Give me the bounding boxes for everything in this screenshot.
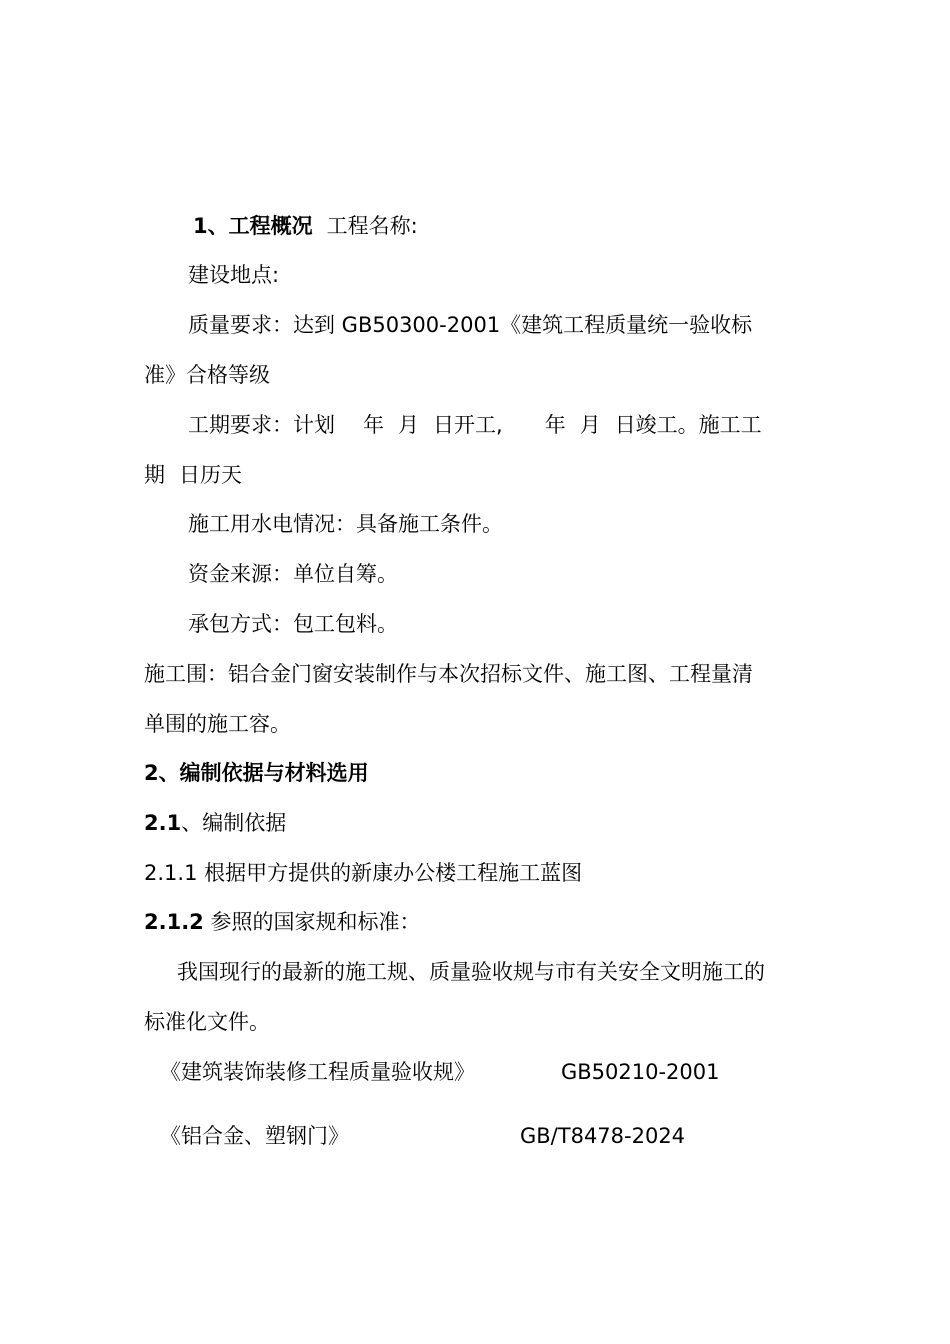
subsection-2-1 [144, 808, 286, 838]
section2-heading: 2、编制依据与材料选用 [144, 761, 369, 785]
contract-line: 承包方式：包工包料。 [188, 612, 398, 636]
schedule-end: 日竣工。施工工 [614, 413, 762, 437]
schedule-line-1 [188, 410, 762, 440]
funding-line: 资金来源：单位自筹。 [188, 562, 398, 586]
section1-heading-line [193, 211, 418, 241]
standard-code-2: GB/T8478-2024 [520, 1124, 686, 1148]
standards-paragraph-line-1: 我国现行的最新的施工规、质量验收规与市有关安全文明施工的 [177, 960, 765, 984]
site-label: 建设地点: [188, 263, 280, 287]
section1-heading: 1、工程概况 [193, 214, 313, 238]
schedule-year-2: 年 [544, 413, 566, 437]
schedule-month: 月 [398, 413, 419, 437]
standards-paragraph-line-2: 标准化文件。 [144, 1010, 270, 1034]
item-2-1-2 [144, 907, 420, 937]
schedule-year: 年 [363, 413, 384, 437]
item-2-1-2-number: 2.1.2 [144, 910, 204, 934]
project-name-label: 工程名称: [326, 214, 418, 238]
scope-line-1: 施工围：铝合金门窗安装制作与本次招标文件、施工图、工程量清 [144, 662, 753, 686]
schedule-plan: 工期要求：计划 [188, 413, 335, 437]
quality-line-1: 质量要求：达到 GB50300-2001《建筑工程质量统一验收标 [188, 313, 753, 337]
scope-line-2: 单围的施工容。 [144, 712, 291, 736]
item-2-1-1: 2.1.1 根据甲方提供的新康办公楼工程施工蓝图 [144, 861, 583, 885]
subsection-2-1-title: 、编制依据 [181, 811, 287, 835]
standard-code-1: GB50210-2001 [561, 1060, 720, 1084]
item-2-1-2-text: 参照的国家规和标准： [203, 910, 421, 934]
quality-line-2: 准》合格等级 [144, 363, 270, 387]
standard-title-2: 《铝合金、塑钢门》 [160, 1124, 349, 1148]
standard-title-1: 《建筑装饰装修工程质量验收规》 [160, 1060, 475, 1084]
schedule-days: 日历天 [179, 463, 242, 487]
utilities-line: 施工用水电情况：具备施工条件。 [188, 512, 503, 536]
subsection-2-1-number: 2.1 [144, 811, 182, 835]
schedule-line-2 [144, 460, 242, 490]
schedule-month-2: 月 [579, 413, 601, 437]
schedule-start: 日开工, [433, 413, 503, 437]
schedule-period: 期 [144, 463, 165, 487]
